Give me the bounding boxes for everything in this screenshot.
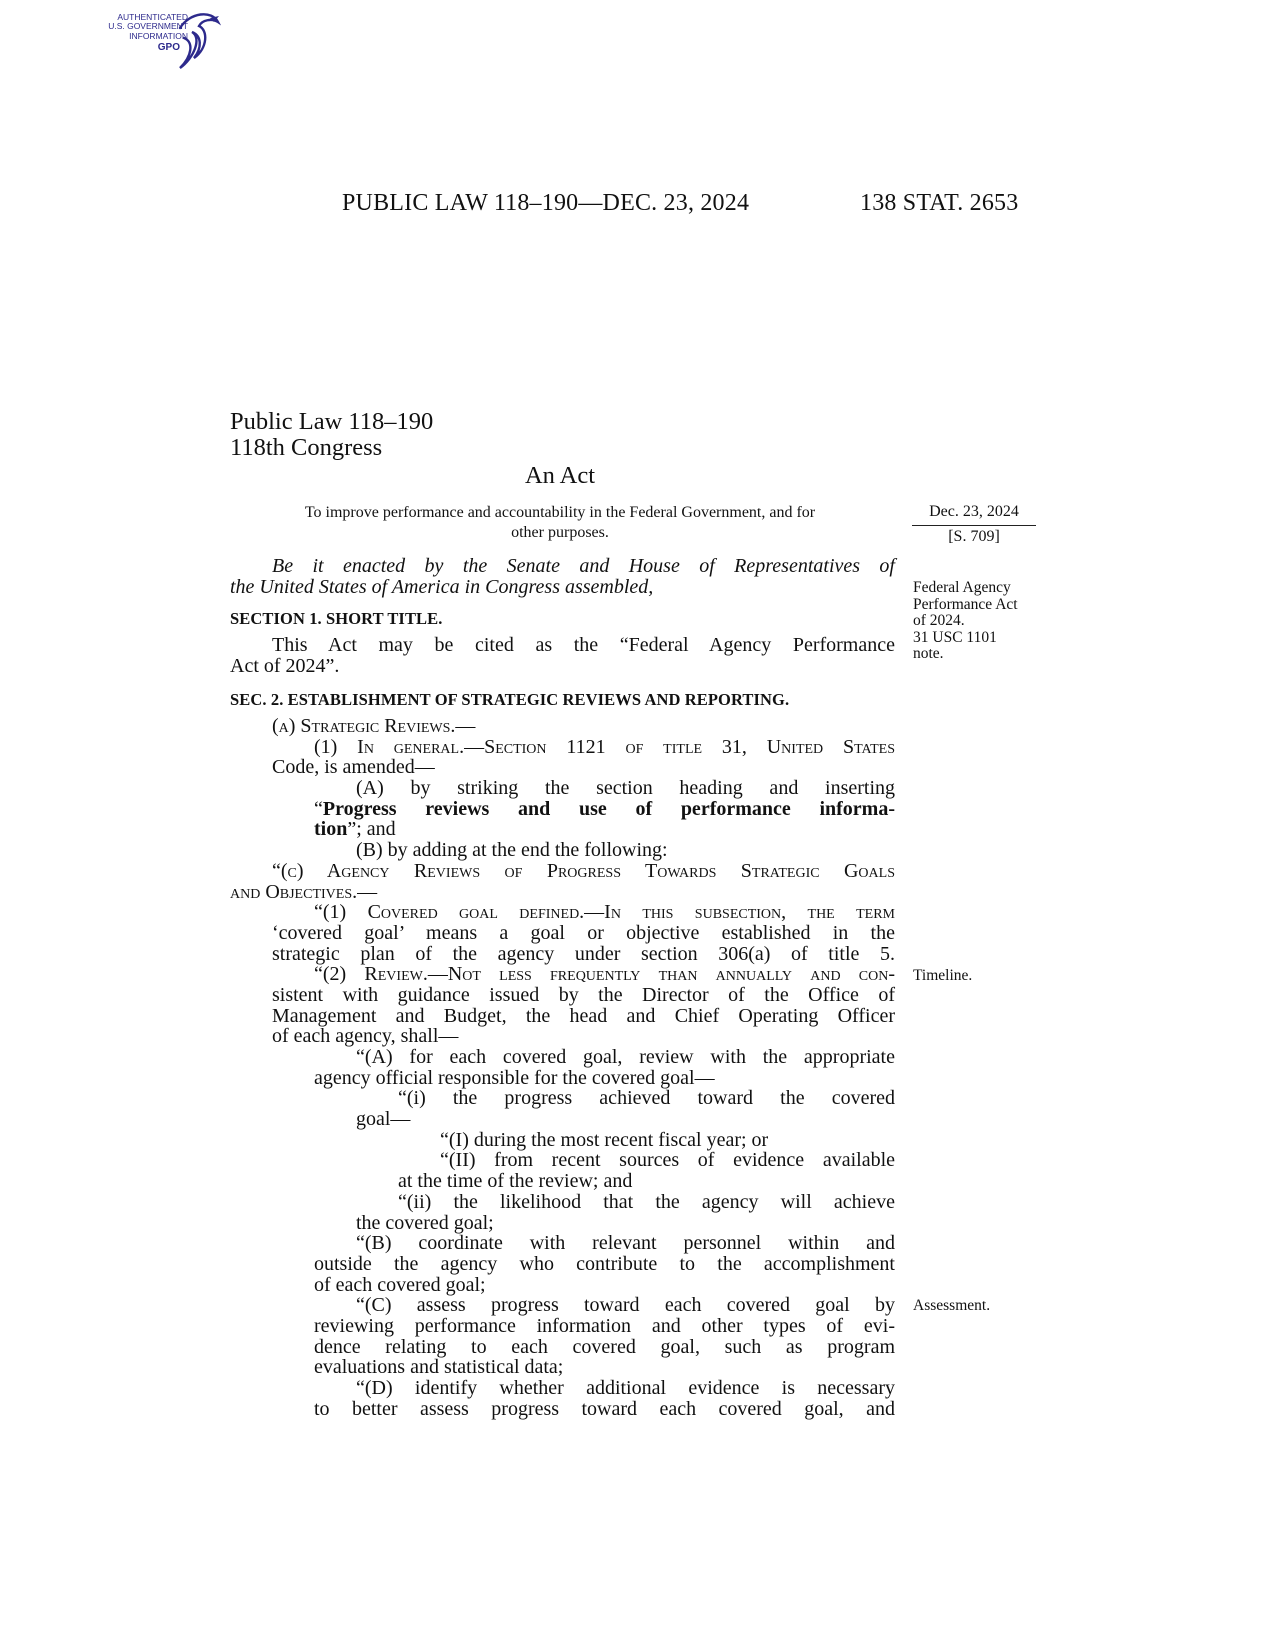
cii-line-2: the covered goal;: [356, 1211, 494, 1234]
margin-note-line: 31 USC 1101: [913, 628, 997, 646]
logo-line-3: INFORMATION: [129, 30, 188, 41]
subsection-a-heading: (a) Strategic Reviews.—: [272, 715, 476, 737]
c1-line-1: “(1) Covered goal defined.—In this subsection, the term: [314, 901, 895, 924]
section-1-body: [230, 635, 895, 676]
subsection-c-line-1: “(c) Agency Reviews of Progress Towards Strategic Goals: [272, 859, 895, 882]
eagle-swoosh-icon: [172, 8, 222, 74]
logo-line-2: U.S. GOVERNMENT: [108, 21, 188, 32]
cD-line-1: “(D) identify whether additional evidence is necessary: [356, 1377, 895, 1399]
cII-line-2: at the time of the review; and: [398, 1170, 633, 1193]
para-A-line-1: (A) by striking the section heading and inserting: [356, 777, 895, 800]
c1-line-2: ‘covered goal’ means a goal or objective established in the: [272, 921, 895, 944]
cI-line-1: “(I) during the most recent fiscal year; or: [440, 1128, 769, 1151]
para-A-tail: ”; and: [347, 818, 396, 841]
act-title: An Act: [524, 462, 596, 489]
enactment-date: Dec. 23, 2024: [929, 503, 1019, 520]
margin-note-assessment: Assessment.: [913, 1297, 991, 1314]
section-2-body: [230, 716, 895, 1419]
c2-line-2: sistent with guidance issued by the Director of the Office of: [272, 983, 895, 1006]
c2-line-4: of each agency, shall—: [272, 1025, 459, 1048]
para-A-line-3: [230, 819, 895, 840]
open-quote: “: [314, 797, 323, 820]
enacting-line-1: Be it enacted by the Senate and House of Representatives of: [272, 555, 895, 577]
para-1-line-1: [230, 737, 895, 758]
date-divider: [912, 525, 1036, 526]
bill-number: [S. 709]: [948, 528, 1000, 545]
margin-note-timeline: Timeline.: [913, 967, 973, 984]
cC-line-3: dence relating to each covered goal, such as program: [314, 1335, 895, 1358]
cC-line-4: evaluations and statistical data;: [314, 1356, 564, 1379]
cA-line-2: agency official responsible for the covered goal—: [314, 1066, 715, 1089]
margin-note-line: note.: [913, 645, 944, 662]
para-1-text: (1) In general.—Section 1121 of title 31, United States: [314, 735, 895, 758]
ci-line-2: goal—: [356, 1108, 411, 1131]
logo-gpo: GPO: [157, 41, 180, 53]
public-law-number: Public Law 118–190: [230, 408, 434, 435]
section-1-heading: SECTION 1. SHORT TITLE.: [230, 609, 443, 628]
running-header-right: 138 STAT. 2653: [860, 190, 1019, 216]
cB-line-1: “(B) coordinate with relevant personnel within and: [356, 1232, 895, 1255]
cii-line-1: “(ii) the likelihood that the agency will achieve: [398, 1190, 895, 1213]
logo-line-1: AUTHENTICATED: [117, 12, 188, 22]
new-heading-part-1: Progress reviews and use of performance informa-: [322, 797, 895, 820]
congress-number: 118th Congress: [230, 434, 383, 461]
c2-line-1: “(2) Review.—Not less frequently than annually and con-: [314, 963, 895, 986]
margin-note-line: of 2024.: [913, 612, 965, 629]
margin-note-line: Federal Agency: [913, 579, 1011, 596]
purpose-line-2: other purposes.: [511, 523, 609, 541]
ci-line-1: “(i) the progress achieved toward the covered: [398, 1087, 895, 1110]
section-1-line-2: Act of 2024”.: [230, 654, 340, 677]
c1-line-3: strategic plan of the agency under section 306(a) of title 5.: [272, 942, 895, 965]
cB-line-2: outside the agency who contribute to the accomplishment: [314, 1252, 895, 1275]
margin-note-short-title: [913, 580, 1018, 663]
enacting-clause: [230, 556, 895, 597]
section-2-heading: SEC. 2. ESTABLISHMENT OF STRATEGIC REVIEWS AND REPORTING.: [230, 690, 790, 709]
cC-line-2: reviewing performance information and other types of evi-: [314, 1314, 895, 1337]
enacting-line-2: the United States of America in Congress assembled,: [230, 575, 654, 598]
margin-note-line: Performance Act: [913, 595, 1018, 613]
para-B-line-1: (B) by adding at the end the following:: [356, 839, 668, 862]
c2-line-3: Management and Budget, the head and Chief Operating Officer: [272, 1004, 895, 1027]
act-purpose: [240, 503, 880, 542]
section-1-line-1: This Act may be cited as the “Federal Agency Performance: [272, 634, 895, 656]
subsection-c-line-2: and Objectives.—: [230, 880, 378, 903]
purpose-line-1: To improve performance and accountability in the Federal Government, and for: [304, 504, 816, 521]
para-A-line-2: [230, 799, 895, 820]
cC-line-1: “(C) assess progress toward each covered goal by: [356, 1294, 895, 1317]
new-heading-part-2: tion: [314, 818, 348, 841]
cA-line-1: “(A) for each covered goal, review with the appropriate: [356, 1046, 895, 1068]
running-header-left: PUBLIC LAW 118–190—DEC. 23, 2024: [342, 190, 750, 216]
cII-line-1: “(II) from recent sources of evidence available: [440, 1149, 895, 1172]
cB-line-3: of each covered goal;: [314, 1273, 486, 1296]
para-1-line-2: Code, is amended—: [272, 756, 435, 779]
cD-line-2: to better assess progress toward each covered goal, and: [314, 1397, 895, 1420]
